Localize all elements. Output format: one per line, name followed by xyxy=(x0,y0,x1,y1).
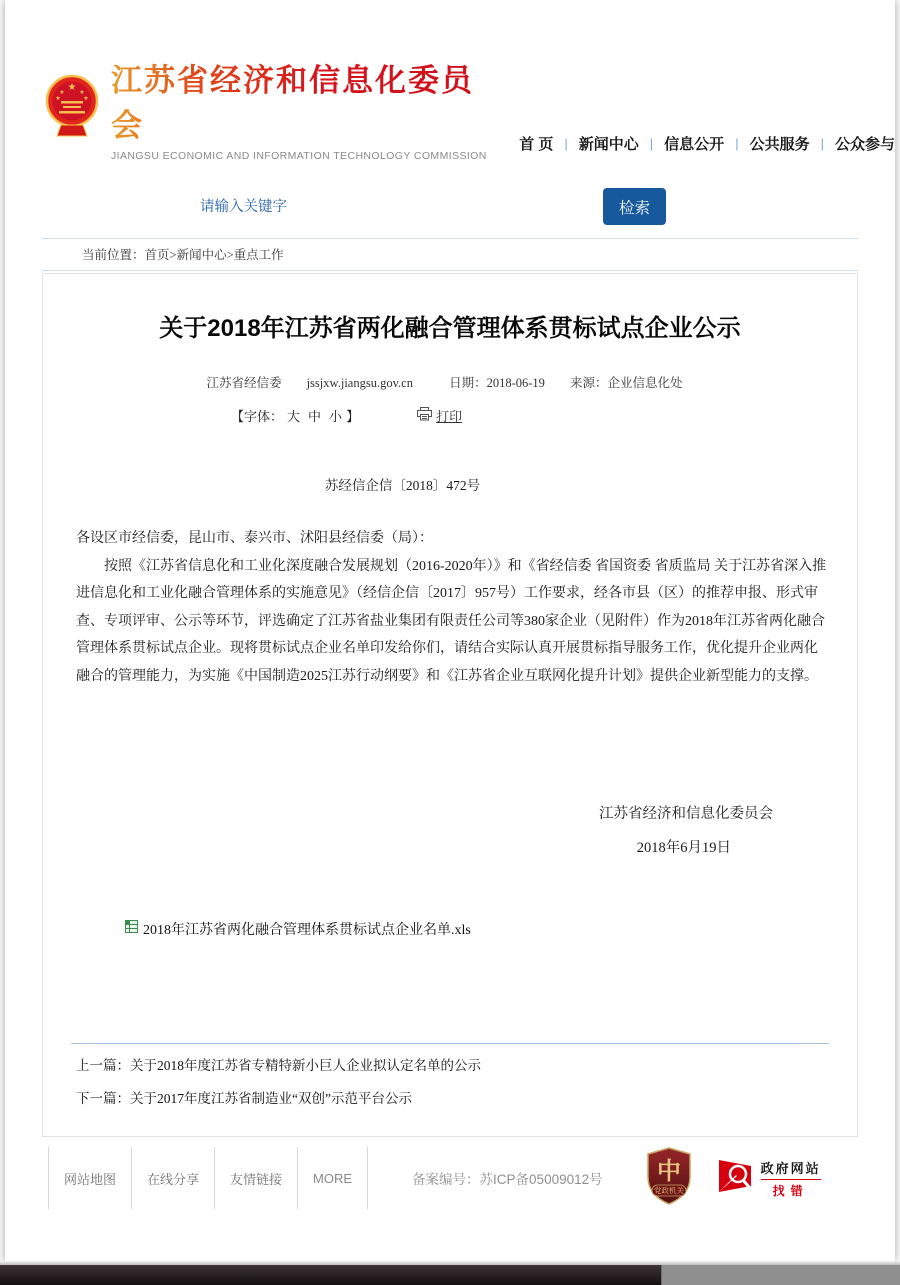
find-error-line1: 政府网站 xyxy=(760,1160,821,1176)
prev-article-link[interactable]: 关于2018年度江苏省专精特新小巨人企业拟认定名单的公示 xyxy=(130,1058,481,1073)
org-name: 江苏省经济和信息化委员会 xyxy=(111,55,495,145)
attachment-link[interactable] xyxy=(125,919,857,939)
footer-link-more[interactable]: MORE xyxy=(297,1147,368,1209)
salutation-paragraph: 各设区市经信委，昆山市、泰兴市、沭阳县经信委（局）： xyxy=(76,531,433,546)
nav-item-public-service[interactable]: 公共服务 xyxy=(749,136,810,153)
nav-separator: | xyxy=(820,136,824,151)
nav-separator: | xyxy=(564,136,568,151)
font-label-close: 】 xyxy=(346,409,360,424)
find-error-line2: 找错 xyxy=(772,1183,809,1198)
svg-text:★: ★ xyxy=(79,90,85,96)
svg-text:★: ★ xyxy=(83,96,89,102)
meta-date-source xyxy=(438,376,693,390)
svg-text:★: ★ xyxy=(55,96,61,102)
prev-next-divider xyxy=(71,1043,829,1044)
prev-label: 上一篇： xyxy=(76,1058,130,1073)
svg-text:★: ★ xyxy=(59,90,65,96)
meta-author: 江苏省经信委 xyxy=(206,376,282,390)
article-body xyxy=(76,525,829,690)
find-error-rule xyxy=(761,1179,821,1180)
signature-date: 2018年6月19日 xyxy=(636,840,731,856)
page-title: 关于2018年江苏省两化融合管理体系贯标试点企业公示 xyxy=(159,315,741,342)
main-paragraph: 按照《江苏省信息化和工业化深度融合发展规划（2016-2020年）》和《省经信委 省国资委 省质监局 关于江苏省深入推进信息化和工业化融合管理体系的实施意见》（经信企信〔2017〕957号）工作要求，经各市县（区）的推荐申报、形式审查、专项评审、公示等环节，评选确定了江苏省盐业集团有限责任公司等380家企业（见附件）作为2018年江苏省两化融合管理体系贯标试点企业。现将贯标试点企业名单印发给你们，请结合实际认真开展贯标指导服务工作，优化提升企业两化融合的管理能力，为实施《中国制造2025江苏行动纲要》和《江苏省企业互联网化提升计划》提供企业新型能力的支撑。 xyxy=(76,558,827,684)
svg-text:中: 中 xyxy=(656,1157,681,1185)
excel-file-icon xyxy=(125,920,138,938)
nav-item-news[interactable]: 新闻中心 xyxy=(578,136,639,153)
svg-text:★: ★ xyxy=(67,82,77,93)
nav-item-public-participation[interactable]: 公众参与 xyxy=(834,136,895,153)
font-label-open: 【字体： xyxy=(231,409,284,424)
next-article-link[interactable]: 关于2017年度江苏省制造业“双创”示范平台公示 xyxy=(130,1091,412,1106)
print-button[interactable] xyxy=(417,406,462,425)
search-input[interactable] xyxy=(200,189,535,225)
breadcrumb-label: 当前位置： xyxy=(82,248,145,262)
next-label: 下一篇： xyxy=(76,1091,130,1106)
search-bar xyxy=(5,188,895,225)
bottom-window-bar xyxy=(0,1265,900,1285)
site-footer xyxy=(48,1147,895,1209)
nav-separator: | xyxy=(649,136,654,151)
document-number: 苏经信企信〔2018〕472号 xyxy=(324,478,481,493)
org-name-en: JIANGSU ECONOMIC AND INFORMATION TECHNOLOGY COMMISSION xyxy=(111,150,487,162)
meta-date: 日期：2018-06-19 xyxy=(449,376,545,390)
site-header xyxy=(5,0,895,162)
bottom-bar-dark-segment xyxy=(0,1265,661,1285)
footer-link-sitemap[interactable]: 网站地图 xyxy=(48,1147,131,1209)
site-logo[interactable] xyxy=(45,55,495,162)
article-container xyxy=(42,273,858,1137)
nav-item-home[interactable]: 首 页 xyxy=(519,136,554,153)
search-button[interactable]: 检索 xyxy=(603,188,666,225)
national-emblem-icon xyxy=(45,72,99,145)
signature-org: 江苏省经济和信息化委员会 xyxy=(599,806,773,822)
breadcrumb xyxy=(42,238,858,271)
font-size-medium[interactable]: 中 xyxy=(308,409,322,424)
breadcrumb-path[interactable]: 首页>新闻中心>重点工作 xyxy=(144,248,284,262)
next-article-row xyxy=(76,1088,857,1110)
footer-link-friendly-links[interactable]: 友情链接 xyxy=(214,1147,297,1209)
article-meta xyxy=(43,373,857,391)
nav-item-info-disclosure[interactable]: 信息公开 xyxy=(664,136,725,153)
meta-source: 来源：企业信息化处 xyxy=(570,376,683,390)
prev-article-row xyxy=(76,1055,857,1077)
gov-site-find-error-badge[interactable] xyxy=(717,1156,821,1201)
print-label: 打印 xyxy=(436,409,463,424)
nav-separator: | xyxy=(735,136,739,151)
main-nav xyxy=(519,133,895,162)
printer-icon xyxy=(417,407,432,425)
font-size-small[interactable]: 小 xyxy=(329,409,343,424)
shield-badge-label: 党政机关 xyxy=(653,1185,684,1195)
icp-record-number: 备案编号：苏ICP备05009012号 xyxy=(412,1172,603,1187)
party-government-badge[interactable] xyxy=(645,1147,693,1210)
font-print-controls xyxy=(231,406,857,425)
bottom-bar-grey-segment xyxy=(661,1265,900,1285)
find-error-magnifier-icon xyxy=(717,1156,755,1201)
attachment-filename: 2018年江苏省两化融合管理体系贯标试点企业名单.xls xyxy=(143,923,471,938)
footer-link-share[interactable]: 在线分享 xyxy=(131,1147,214,1209)
page-card xyxy=(5,0,895,1261)
font-size-large[interactable]: 大 xyxy=(287,409,301,424)
org-title-block xyxy=(111,55,495,162)
meta-url: jssjxw.jiangsu.gov.cn xyxy=(306,376,413,390)
find-error-text-block xyxy=(761,1158,821,1199)
